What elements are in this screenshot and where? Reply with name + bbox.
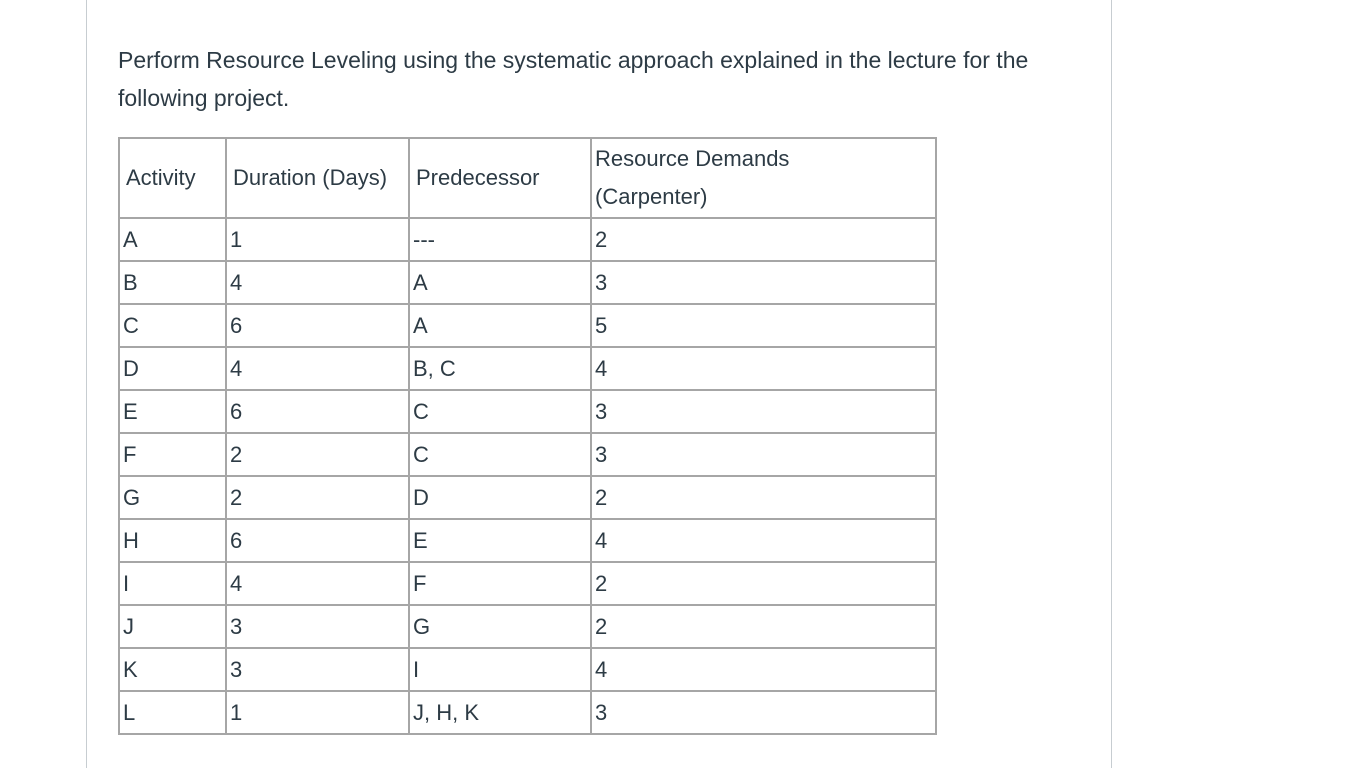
cell-predecessor: E [409,519,591,562]
cell-demand: 3 [591,691,936,734]
cell-predecessor: J, H, K [409,691,591,734]
cell-predecessor: F [409,562,591,605]
cell-activity: D [119,347,226,390]
cell-duration: 6 [226,390,409,433]
cell-demand: 2 [591,562,936,605]
table-row [119,648,936,691]
table-row [119,347,936,390]
cell-duration: 4 [226,261,409,304]
activity-table [118,137,937,735]
question-content-panel [86,0,1112,768]
cell-duration: 2 [226,433,409,476]
cell-activity: B [119,261,226,304]
cell-activity: L [119,691,226,734]
cell-predecessor: C [409,433,591,476]
cell-demand: 4 [591,519,936,562]
table-row [119,218,936,261]
cell-predecessor: A [409,261,591,304]
header-activity: Activity [119,138,226,218]
cell-predecessor: B, C [409,347,591,390]
header-demand-line1: Resource Demands [595,146,790,171]
table-row [119,691,936,734]
cell-predecessor: A [409,304,591,347]
cell-duration: 6 [226,304,409,347]
cell-demand: 2 [591,218,936,261]
cell-demand: 3 [591,433,936,476]
table-row [119,605,936,648]
header-resource-demands [591,138,936,218]
cell-predecessor: C [409,390,591,433]
cell-demand: 4 [591,648,936,691]
cell-duration: 6 [226,519,409,562]
cell-duration: 1 [226,691,409,734]
cell-activity: C [119,304,226,347]
cell-demand: 4 [591,347,936,390]
cell-demand: 5 [591,304,936,347]
cell-duration: 4 [226,562,409,605]
cell-duration: 3 [226,648,409,691]
table-row [119,433,936,476]
cell-activity: A [119,218,226,261]
cell-activity: E [119,390,226,433]
cell-demand: 3 [591,261,936,304]
table-row [119,304,936,347]
cell-demand: 3 [591,390,936,433]
table-row [119,390,936,433]
cell-predecessor: D [409,476,591,519]
header-predecessor: Predecessor [409,138,591,218]
table-row [119,562,936,605]
header-demand-line2: (Carpenter) [595,184,708,209]
cell-predecessor: I [409,648,591,691]
cell-activity: I [119,562,226,605]
table-header-row [119,138,936,218]
cell-activity: G [119,476,226,519]
cell-duration: 2 [226,476,409,519]
cell-predecessor: --- [409,218,591,261]
question-prompt: Perform Resource Leveling using the systematic approach explained in the lecture for the following project. [118,47,1029,111]
table-row [119,519,936,562]
cell-activity: F [119,433,226,476]
cell-duration: 1 [226,218,409,261]
cell-duration: 3 [226,605,409,648]
cell-predecessor: G [409,605,591,648]
cell-demand: 2 [591,476,936,519]
table-row [119,476,936,519]
cell-activity: J [119,605,226,648]
cell-demand: 2 [591,605,936,648]
cell-activity: K [119,648,226,691]
header-duration: Duration (Days) [226,138,409,218]
cell-duration: 4 [226,347,409,390]
table-row [119,261,936,304]
cell-activity: H [119,519,226,562]
